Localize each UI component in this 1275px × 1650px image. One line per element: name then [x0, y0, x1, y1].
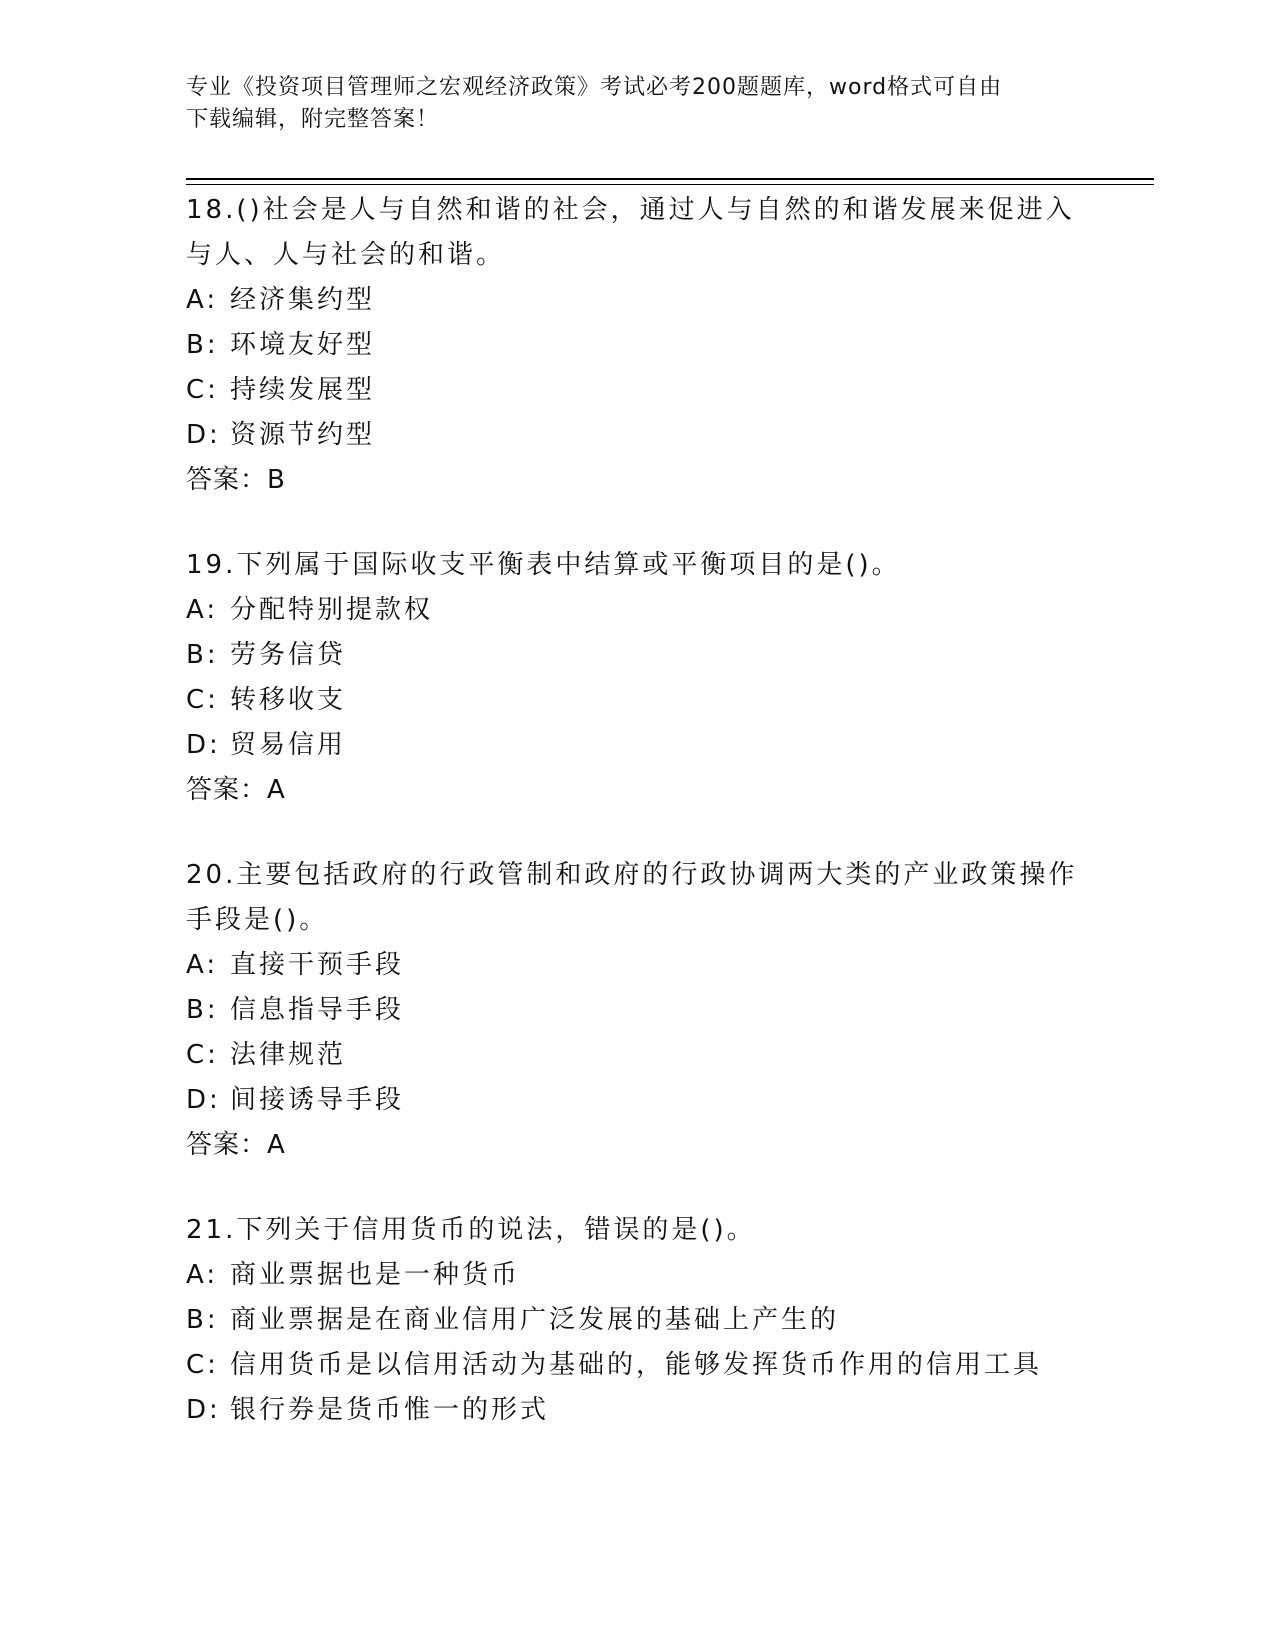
option-letter: C: [186, 1350, 219, 1380]
question-stem-line: 与人、人与社会的和谐。 [186, 240, 506, 270]
option-letter: A: [186, 1260, 219, 1290]
option-b [186, 988, 1086, 1033]
option-letter: D: [186, 1085, 221, 1115]
question-18 [186, 188, 1086, 503]
option-text: 贸易信用 [230, 730, 347, 760]
header-line-1: 专业《投资项目管理师之宏观经济政策》考试必考200题题库，word格式可自由 [186, 75, 1003, 100]
question-stem-line: 手段是()。 [186, 905, 329, 935]
option-d [186, 413, 1086, 458]
option-a [186, 943, 1086, 988]
option-text: 信息指导手段 [230, 995, 405, 1025]
header-line-2: 下载编辑，附完整答案！ [186, 107, 440, 132]
option-c [186, 1343, 1086, 1388]
option-b [186, 633, 1086, 678]
option-text: 资源节约型 [230, 420, 376, 450]
option-letter: A: [186, 285, 219, 315]
question-stem-line: 20.主要包括政府的行政管制和政府的行政协调两大类的产业政策操作 [186, 860, 1078, 890]
document-header [186, 72, 1066, 136]
option-letter: A: [186, 950, 219, 980]
option-b [186, 1298, 1086, 1343]
option-a [186, 278, 1086, 323]
question-stem-line: 19.下列属于国际收支平衡表中结算或平衡项目的是()。 [186, 550, 901, 580]
answer-line: 答案：A [186, 1130, 286, 1160]
option-b [186, 323, 1086, 368]
option-c [186, 368, 1086, 413]
option-letter: D: [186, 730, 221, 760]
option-text: 转移收支 [230, 685, 347, 715]
option-a [186, 588, 1086, 633]
option-text: 分配特别提款权 [230, 595, 434, 625]
option-text: 商业票据是在商业信用广泛发展的基础上产生的 [230, 1305, 840, 1335]
option-text: 经济集约型 [230, 285, 376, 315]
option-text: 商业票据也是一种货币 [230, 1260, 521, 1290]
option-a [186, 1253, 1086, 1298]
option-letter: D: [186, 1395, 221, 1425]
question-list [186, 188, 1086, 1473]
question-stem-line: 21.下列关于信用货币的说法，错误的是()。 [186, 1215, 756, 1245]
option-text: 持续发展型 [230, 375, 376, 405]
header-divider-thin [186, 184, 1154, 185]
option-letter: A: [186, 595, 219, 625]
question-stem-line: 18.()社会是人与自然和谐的社会，通过人与自然的和谐发展来促进入 [186, 195, 1075, 225]
option-letter: D: [186, 420, 221, 450]
option-text: 劳务信贷 [230, 640, 347, 670]
option-letter: B: [186, 995, 219, 1025]
header-divider-thick [186, 178, 1154, 180]
option-letter: C: [186, 375, 219, 405]
option-letter: B: [186, 640, 219, 670]
option-text: 银行券是货币惟一的形式 [230, 1395, 550, 1425]
answer-line: 答案：A [186, 775, 286, 805]
question-21 [186, 1208, 1086, 1433]
option-text: 信用货币是以信用活动为基础的，能够发挥货币作用的信用工具 [230, 1350, 1043, 1380]
option-text: 法律规范 [230, 1040, 347, 1070]
option-letter: B: [186, 1305, 219, 1335]
option-text: 间接诱导手段 [230, 1085, 405, 1115]
answer-line: 答案：B [186, 465, 286, 495]
question-20 [186, 853, 1086, 1168]
option-d [186, 723, 1086, 768]
option-letter: B: [186, 330, 219, 360]
option-letter: C: [186, 1040, 219, 1070]
option-letter: C: [186, 685, 219, 715]
option-d [186, 1078, 1086, 1123]
option-text: 环境友好型 [230, 330, 376, 360]
option-c [186, 1033, 1086, 1078]
option-d [186, 1388, 1086, 1433]
option-text: 直接干预手段 [230, 950, 405, 980]
option-c [186, 678, 1086, 723]
question-19 [186, 543, 1086, 813]
